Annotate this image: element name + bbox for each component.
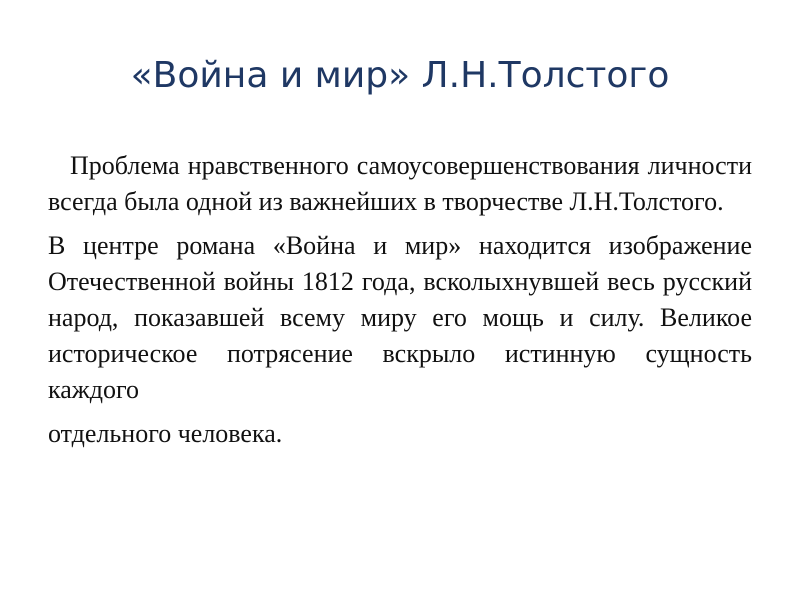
slide-body: [48, 148, 752, 452]
paragraph-ending: отдельного человека.: [48, 419, 283, 448]
paragraph-novel-center: В центре романа «Война и мир» находится изображение Отечественной войны 1812 года, всколыхнувшей весь русский народ, показавшей всему миру его мощь и силу. Великое историческое потрясение вскрыло истинную сущность каждого: [48, 231, 752, 404]
paragraph-intro: Проблема нравственного самоусовершенствования личности всегда была одной из важнейших в творчестве Л.Н.Толстого.: [48, 151, 752, 216]
slide-title: «Война и мир» Л.Н.Толстого: [130, 55, 670, 96]
